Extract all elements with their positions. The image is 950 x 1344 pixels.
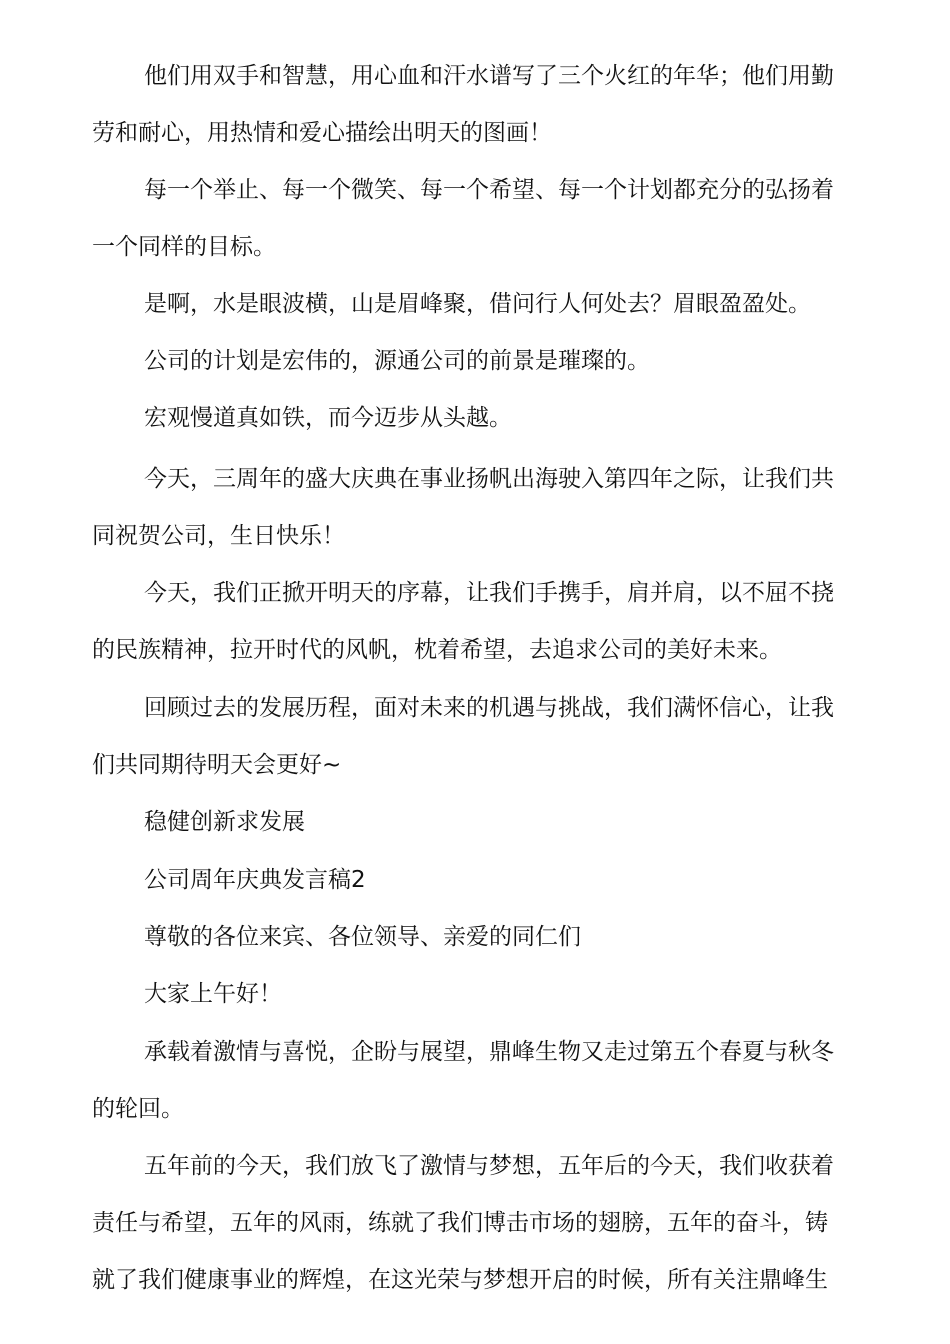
text-line: 同祝贺公司，生日快乐！ bbox=[92, 523, 345, 549]
text-line: 责任与希望，五年的风雨，练就了我们博击市场的翅膀，五年的奋斗，铸 bbox=[92, 1210, 828, 1236]
text-line: 们共同期待明天会更好~ bbox=[92, 752, 342, 778]
text-line: 一个同样的目标。 bbox=[92, 234, 276, 260]
text-line: 承载着激情与喜悦，企盼与展望，鼎峰生物又走过第五个春夏与秋冬 bbox=[144, 1039, 834, 1065]
text-line: 宏观慢道真如铁，而今迈步从头越。 bbox=[144, 405, 512, 431]
text-line: 是啊，水是眼波横，山是眉峰聚，借问行人何处去？眉眼盈盈处。 bbox=[144, 291, 811, 317]
text-line: 就了我们健康事业的辉煌，在这光荣与梦想开启的时候，所有关注鼎峰生 bbox=[92, 1267, 828, 1293]
text-line: 公司的计划是宏伟的，源通公司的前景是璀璨的。 bbox=[144, 348, 650, 374]
text-line: 他们用双手和智慧，用心血和汗水谱写了三个火红的年华；他们用勤 bbox=[144, 63, 834, 89]
text-line: 每一个举止、每一个微笑、每一个希望、每一个计划都充分的弘扬着 bbox=[144, 177, 834, 203]
section-heading: 公司周年庆典发言稿2 bbox=[144, 867, 366, 893]
text-line: 劳和耐心，用热情和爱心描绘出明天的图画！ bbox=[92, 120, 552, 146]
text-line: 回顾过去的发展历程，面对未来的机遇与挑战，我们满怀信心，让我 bbox=[144, 695, 834, 721]
text-line: 今天，三周年的盛大庆典在事业扬帆出海驶入第四年之际，让我们共 bbox=[144, 466, 834, 492]
text-line: 今天，我们正掀开明天的序幕，让我们手携手，肩并肩，以不屈不挠 bbox=[144, 580, 834, 606]
text-line: 的民族精神，拉开时代的风帆，枕着希望，去追求公司的美好未来。 bbox=[92, 637, 782, 663]
text-line: 大家上午好！ bbox=[144, 981, 282, 1007]
text-line: 的轮回。 bbox=[92, 1096, 184, 1122]
text-line: 稳健创新求发展 bbox=[144, 809, 305, 835]
text-line: 尊敬的各位来宾、各位领导、亲爱的同仁们 bbox=[144, 924, 581, 950]
text-line: 五年前的今天，我们放飞了激情与梦想，五年后的今天，我们收获着 bbox=[144, 1153, 834, 1179]
